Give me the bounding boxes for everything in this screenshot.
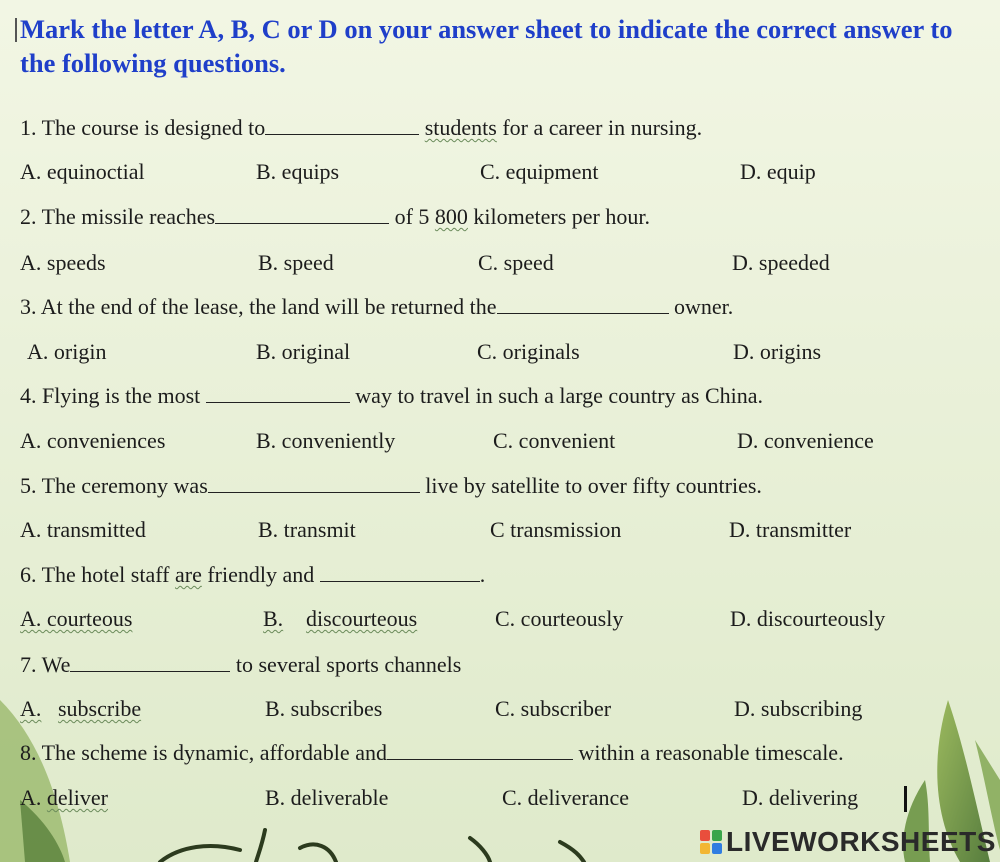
question-5: 5. The ceremony was live by satellite to over fifty countries. <box>20 473 762 498</box>
liveworksheets-logo <box>700 826 996 858</box>
brand-name: LIVEWORKSHEETS <box>726 826 996 857</box>
question-4: 4. Flying is the most way to travel in such a large country as China. <box>20 383 763 408</box>
answer-blank-8[interactable] <box>387 741 573 760</box>
q8-option-d[interactable]: D. delivering <box>742 785 859 810</box>
q7-option-c[interactable]: C. subscriber <box>495 696 612 721</box>
q4-option-d[interactable]: D. convenience <box>737 428 874 453</box>
q7-option-a-text[interactable]: subscribe <box>58 696 142 721</box>
text-cursor <box>904 786 907 812</box>
q7-option-a[interactable]: A. <box>20 696 42 721</box>
answer-blank-2[interactable] <box>215 205 389 224</box>
instructions: Mark the letter A, B, C or D on your answer sheet to indicate the correct answer to the following questions. <box>20 14 953 78</box>
answer-blank-3[interactable] <box>497 295 669 314</box>
q6-option-c[interactable]: C. courteously <box>495 606 624 631</box>
q4-option-c[interactable]: C. convenient <box>493 428 616 453</box>
question-7: 7. We to several sports channels <box>20 652 462 677</box>
q6-option-b-text[interactable]: discourteous <box>306 606 418 631</box>
q1-option-c[interactable]: C. equipment <box>480 159 599 184</box>
answer-blank-7[interactable] <box>70 653 230 672</box>
q3-option-d[interactable]: D. origins <box>733 339 821 364</box>
answer-blank-6[interactable] <box>320 563 480 582</box>
q2-option-b[interactable]: B. speed <box>258 250 334 275</box>
q2-option-c[interactable]: C. speed <box>478 250 554 275</box>
logo-mark-icon <box>700 830 722 854</box>
q5-option-c[interactable]: C transmission <box>490 517 622 542</box>
q6-option-b[interactable]: B. <box>263 606 284 631</box>
question-2: 2. The missile reaches of 5 800 kilometers per hour. <box>20 204 650 229</box>
question-8: 8. The scheme is dynamic, affordable and within a reasonable timescale. <box>20 740 844 765</box>
answer-blank-1[interactable] <box>265 116 419 135</box>
q7-option-d[interactable]: D. subscribing <box>734 696 863 721</box>
q3-option-b[interactable]: B. original <box>256 339 351 364</box>
question-3: 3. At the end of the lease, the land will be returned the owner. <box>20 294 734 319</box>
q6-option-a[interactable]: A. courteous <box>20 606 133 631</box>
q7-option-b[interactable]: B. subscribes <box>265 696 383 721</box>
q8-option-a[interactable]: A. deliver <box>20 785 108 810</box>
q5-option-d[interactable]: D. transmitter <box>729 517 852 542</box>
q3-option-c[interactable]: C. originals <box>477 339 580 364</box>
q1-option-a[interactable]: A. equinoctial <box>20 159 145 184</box>
answer-blank-5[interactable] <box>208 474 420 493</box>
question-6: 6. The hotel staff are friendly and . <box>20 562 486 587</box>
q4-option-a[interactable]: A. conveniences <box>20 428 166 453</box>
q6-option-d[interactable]: D. discourteously <box>730 606 886 631</box>
answer-blank-4[interactable] <box>206 384 350 403</box>
q8-option-b[interactable]: B. deliverable <box>265 785 389 810</box>
q5-option-b[interactable]: B. transmit <box>258 517 356 542</box>
q3-option-a[interactable]: A. origin <box>27 339 107 364</box>
q1-option-d[interactable]: D. equip <box>740 159 816 184</box>
question-1: 1. The course is designed to students for a career in nursing. <box>20 115 703 140</box>
q5-option-a[interactable]: A. transmitted <box>20 517 146 542</box>
q2-option-d[interactable]: D. speeded <box>732 250 830 275</box>
q2-option-a[interactable]: A. speeds <box>20 250 106 275</box>
q1-option-b[interactable]: B. equips <box>256 159 340 184</box>
q8-option-c[interactable]: C. deliverance <box>502 785 630 810</box>
q4-option-b[interactable]: B. conveniently <box>256 428 396 453</box>
